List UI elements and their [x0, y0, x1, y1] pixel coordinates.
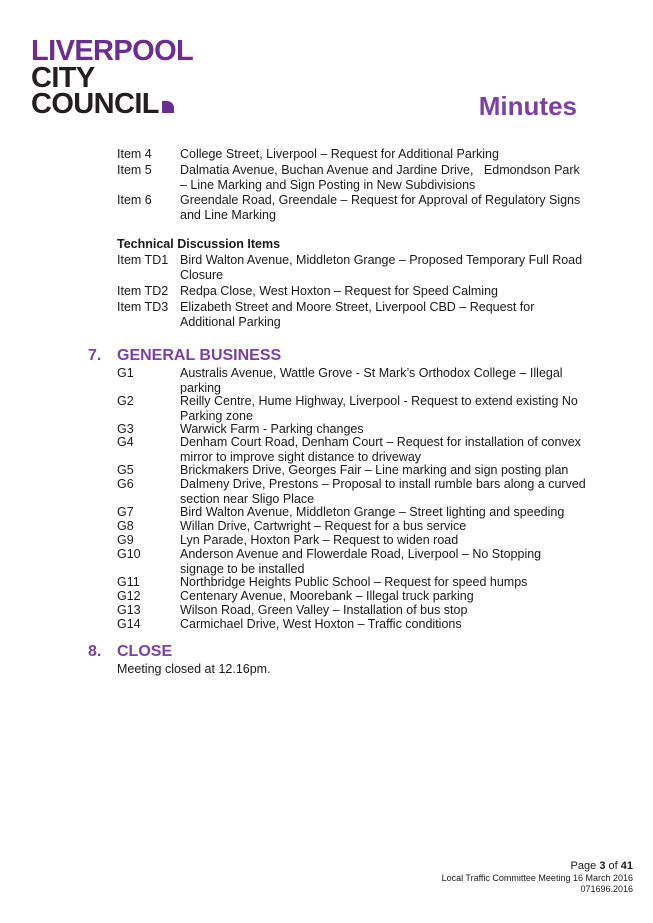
item-text: College Street, Liverpool – Request for Additional Parking — [180, 147, 499, 161]
item-text: Willan Drive, Cartwright – Request for a bus service — [180, 519, 467, 533]
agenda-item-6 — [117, 193, 587, 223]
logo-line-council-wrap — [31, 88, 193, 121]
logo-line-liverpool: LIVERPOOL — [31, 35, 194, 67]
general-item-g9 — [117, 533, 587, 548]
general-item-g11 — [117, 575, 587, 590]
item-label: G3 — [117, 422, 134, 436]
general-item-g8 — [117, 519, 587, 534]
agenda-item-4 — [117, 147, 587, 162]
item-text: Anderson Avenue and Flowerdale Road, Liverpool – No Stopping signage to be installed — [180, 547, 542, 576]
item-text: Wilson Road, Green Valley – Installation of bus stop — [180, 603, 468, 617]
item-label: G14 — [117, 617, 141, 631]
page-total: 41 — [620, 860, 633, 872]
section-title: CLOSE — [117, 643, 173, 660]
item-text: Warwick Farm - Parking changes — [180, 422, 364, 436]
item-label: G7 — [117, 505, 134, 519]
item-label: G4 — [117, 435, 134, 449]
item-text: Dalmeny Drive, Prestons – Proposal to install rumble bars along a curved section near Sligo Place — [180, 477, 586, 506]
technical-item-td1 — [117, 253, 587, 283]
item-text: Brickmakers Drive, Georges Fair – Line marking and sign posting plan — [180, 463, 569, 477]
meeting-closed-text: Meeting closed at 12.16pm. — [117, 662, 271, 676]
technical-item-td2 — [117, 284, 587, 299]
general-item-g13 — [117, 603, 587, 618]
general-item-g1 — [117, 366, 587, 396]
logo-mark-icon — [162, 101, 174, 113]
item-label: G9 — [117, 533, 134, 547]
item-text: Lyn Parade, Hoxton Park – Request to widen road — [180, 533, 459, 547]
general-item-g10 — [117, 547, 587, 577]
item-text: Denham Court Road, Denham Court – Request for installation of convex mirror to improve sight distance to driveway — [180, 435, 581, 464]
logo-line-city: CITY — [31, 61, 95, 94]
general-item-g4 — [117, 435, 587, 465]
general-item-g5 — [117, 463, 587, 478]
general-item-g2 — [117, 394, 587, 424]
document-number: 071696.2016 — [580, 884, 633, 894]
item-text: Australis Avenue, Wattle Grove - St Mark’s Orthodox College – Illegal parking — [180, 366, 563, 395]
item-label: G5 — [117, 463, 134, 477]
item-text: Greendale Road, Greendale – Request for Approval of Regulatory Signs and Line Marking — [180, 193, 581, 222]
page-footer — [442, 860, 633, 895]
item-text: Bird Walton Avenue, Middleton Grange – Proposed Temporary Full Road Closure — [180, 253, 583, 282]
item-label: Item 6 — [117, 193, 152, 207]
logo-line-council: COUNCIL — [31, 88, 159, 121]
item-text: Bird Walton Avenue, Middleton Grange – Street lighting and speeding — [180, 505, 565, 519]
technical-discussion-heading: Technical Discussion Items — [117, 237, 281, 251]
technical-item-td3 — [117, 300, 587, 330]
section-title: GENERAL BUSINESS — [117, 347, 282, 364]
page-current: 3 — [599, 860, 606, 872]
general-item-g12 — [117, 589, 587, 604]
item-label: Item 4 — [117, 147, 152, 161]
item-label: G11 — [117, 575, 140, 589]
page-word: Page — [570, 860, 597, 872]
item-text: Centenary Avenue, Moorebank – Illegal truck parking — [180, 589, 474, 603]
section-number: 7. — [88, 347, 102, 364]
item-label: Item 5 — [117, 163, 152, 177]
council-logo — [31, 35, 194, 121]
item-label: G12 — [117, 589, 141, 603]
item-text: Dalmatia Avenue, Buchan Avenue and Jardine Drive, Edmondson Park – Line Marking and Sign Posting in New Subdivisions — [180, 163, 584, 192]
general-item-g7 — [117, 505, 587, 520]
item-text: Elizabeth Street and Moore Street, Liverpool CBD – Request for Additional Parking — [180, 300, 535, 329]
section-number: 8. — [88, 643, 102, 660]
item-label: Item TD1 — [117, 253, 169, 267]
item-text: Redpa Close, West Hoxton – Request for Speed Calming — [180, 284, 498, 298]
agenda-item-5 — [117, 163, 587, 193]
item-label: G1 — [117, 366, 134, 380]
item-label: G10 — [117, 547, 141, 561]
page-number — [442, 860, 633, 873]
page-of: of — [608, 860, 618, 872]
item-label: G6 — [117, 477, 134, 491]
general-item-g6 — [117, 477, 587, 507]
item-text: Northbridge Heights Public School – Request for speed humps — [180, 575, 528, 589]
item-label: Item TD3 — [117, 300, 169, 314]
item-label: Item TD2 — [117, 284, 169, 298]
item-text: Reilly Centre, Hume Highway, Liverpool - Request to extend existing No Parking zone — [180, 394, 578, 423]
general-item-g14 — [117, 617, 587, 632]
item-label: G13 — [117, 603, 141, 617]
item-text: Carmichael Drive, West Hoxton – Traffic conditions — [180, 617, 462, 631]
item-label: G2 — [117, 394, 134, 408]
item-label: G8 — [117, 519, 134, 533]
document-title: Minutes — [478, 91, 577, 121]
meeting-name: Local Traffic Committee Meeting 16 March 2016 — [441, 873, 633, 883]
